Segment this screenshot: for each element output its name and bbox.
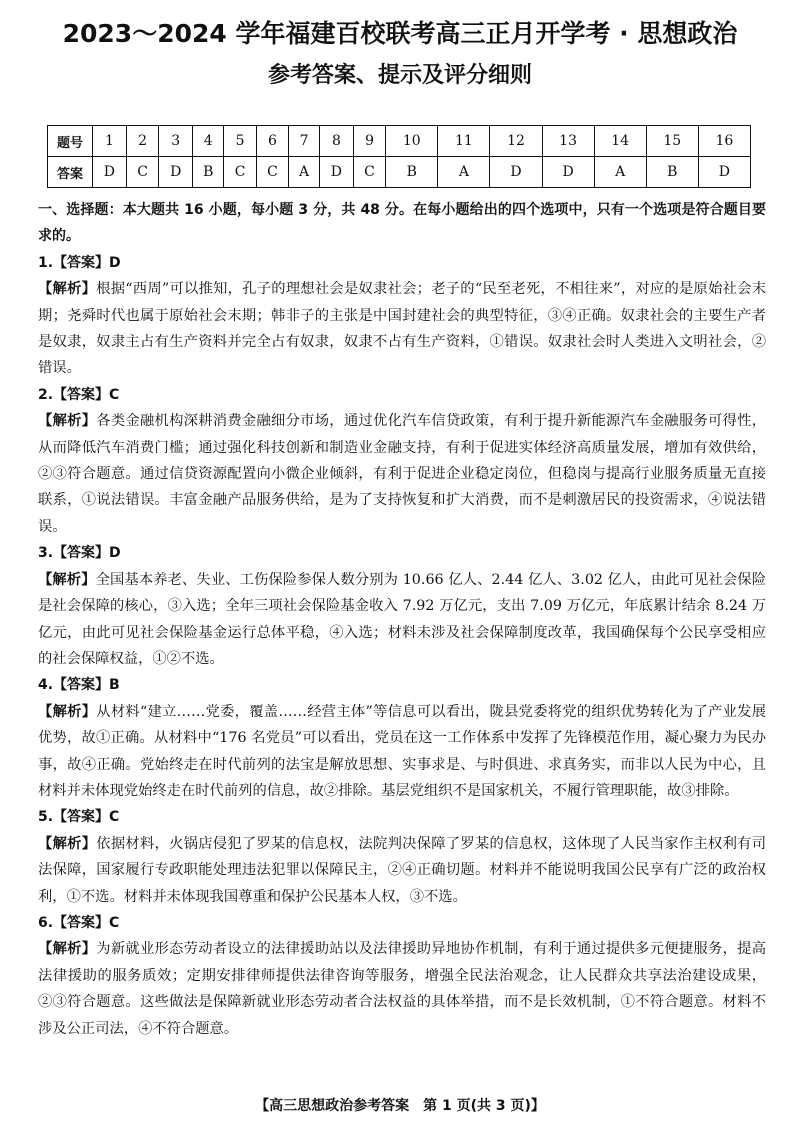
question-answer-head: 5.【答案】C xyxy=(38,809,120,826)
answer-table xyxy=(47,125,751,188)
question-number-cell: 6 xyxy=(256,126,288,157)
analysis-tag: 【解析】 xyxy=(38,941,97,958)
question-number-cell: 9 xyxy=(353,126,385,157)
question-analysis xyxy=(38,831,766,910)
answer-cell: C xyxy=(256,157,288,188)
page-subtitle: 参考答案、提示及评分细则 xyxy=(267,63,532,88)
answer-table-number-row xyxy=(48,126,751,157)
question-block xyxy=(38,250,766,382)
answer-cell: B xyxy=(193,157,224,188)
question-number-cell: 11 xyxy=(438,126,490,157)
answer-cell: D xyxy=(490,157,542,188)
answer-cell: D xyxy=(93,157,127,188)
question-analysis xyxy=(38,936,766,1042)
question-number-cell: 8 xyxy=(319,126,353,157)
question-number-cell: 4 xyxy=(193,126,224,157)
question-answer-head: 3.【答案】D xyxy=(38,545,121,562)
question-block xyxy=(38,910,766,1042)
answer-cell: C xyxy=(224,157,256,188)
analysis-text: 依据材料，火锅店侵犯了罗某的信息权，法院判决保障了罗某的信息权，这体现了人民当家作主权利有司法保障，国家履行专政职能处理违法犯罪以保障民主，②④正确切题。材料并不能说明我国公民享有广泛的政治权利，①不选。材料并未体现我国尊重和保护公民基本人权，③不选。 xyxy=(38,835,766,905)
question-analysis xyxy=(38,567,766,673)
question-block xyxy=(38,672,766,804)
row-label-answer: 答案 xyxy=(48,157,93,188)
question-number-cell: 12 xyxy=(490,126,542,157)
question-number-cell: 7 xyxy=(289,126,320,157)
question-number-cell: 10 xyxy=(386,126,438,157)
answer-cell: D xyxy=(319,157,353,188)
question-number-cell: 14 xyxy=(594,126,646,157)
answer-table-answer-row xyxy=(48,157,751,188)
answer-cell: A xyxy=(438,157,490,188)
question-answer-head: 6.【答案】C xyxy=(38,914,120,931)
question-number-cell: 5 xyxy=(224,126,256,157)
question-number-cell: 3 xyxy=(159,126,193,157)
question-answer-head: 4.【答案】B xyxy=(38,677,120,694)
answer-cell: B xyxy=(386,157,438,188)
analysis-text: 从材料“建立……党委，覆盖……经营主体”等信息可以看出，陇县党委将党的组织优势转化为了产业发展优势，故①正确。从材料中“176 名党员”可以看出，党员在这一工作体系中发挥了先锋模范作用，凝心聚力为民办事，故④正确。党始终走在时代前列的法宝是解放思想、实事求是、与时俱进、求真务实，而非以人民为中心，且材料并未体现党始终走在时代前列的信息，故②排除。基层党组织不是国家机关，不履行管理职能，故③排除。 xyxy=(38,703,766,799)
question-analysis xyxy=(38,699,766,805)
answer-cell: D xyxy=(159,157,193,188)
answer-cell: A xyxy=(289,157,320,188)
question-block xyxy=(38,540,766,672)
analysis-text: 为新就业形态劳动者设立的法律援助站以及法律援助异地协作机制，有利于通过提供多元便捷服务，提高法律援助的服务质效；定期安排律师提供法律咨询等服务，增强全民法治观念，让人民群众共享法治建设成果，②③符合题意。这些做法是保障新就业形态劳动者合法权益的具体举措，而不是长效机制，①不符合题意。材料不涉及公正司法，④不符合题意。 xyxy=(38,941,766,1037)
analysis-tag: 【解析】 xyxy=(38,281,97,298)
question-number-cell: 2 xyxy=(126,126,158,157)
page-title: 2023～2024 学年福建百校联考高三正月开学考 · 思想政治 xyxy=(62,19,738,48)
question-analysis xyxy=(38,408,766,540)
analysis-tag: 【解析】 xyxy=(38,703,97,720)
question-number-cell: 16 xyxy=(698,126,750,157)
answer-cell: C xyxy=(353,157,385,188)
answer-cell: A xyxy=(594,157,646,188)
analysis-text: 各类金融机构深耕消费金融细分市场，通过优化汽车信贷政策，有利于提升新能源汽车金融服务可得性，从而降低汽车消费门槛；通过强化科技创新和制造业金融支持，有利于促进实体经济高质量发展，增加有效供给，②③符合题意。通过信贷资源配置向小微企业倾斜，有利于促进企业稳定岗位，但稳岗与提高行业服务质量无直接联系，①说法错误。丰富金融产品服务供给，是为了支持恢复和扩大消费，而不是刺激居民的投资需求，④说法错误。 xyxy=(38,413,766,535)
answer-cell: D xyxy=(542,157,594,188)
analysis-tag: 【解析】 xyxy=(38,413,97,430)
question-block xyxy=(38,804,766,910)
page-footer: 【高三思想政治参考答案 第 1 页(共 3 页)】 xyxy=(255,1098,545,1114)
question-answer-head: 2.【答案】C xyxy=(38,386,120,403)
question-block xyxy=(38,382,766,540)
question-number-cell: 13 xyxy=(542,126,594,157)
answer-cell: C xyxy=(126,157,158,188)
question-analysis xyxy=(38,276,766,382)
question-number-cell: 15 xyxy=(646,126,698,157)
analysis-tag: 【解析】 xyxy=(38,835,97,852)
question-answer-head: 1.【答案】D xyxy=(38,254,121,271)
analysis-text: 全国基本养老、失业、工伤保险参保人数分别为 10.66 亿人、2.44 亿人、3.02 亿人，由此可见社会保险是社会保障的核心，③入选；全年三项社会保险基金收入 7.92 万亿元，支出 7.09 万亿元，年底累计结余 8.24 万亿元，由此可见社会保险基金运行总体平稳，④入选；材料未涉及社会保障制度改革，我国确保每个公民享受相应的社会保障权益，①②不选。 xyxy=(38,571,766,667)
analysis-tag: 【解析】 xyxy=(38,571,96,588)
section-heading: 一、选择题：本大题共 16 小题，每小题 3 分，共 48 分。在每小题给出的四个选项中，只有一个选项是符合题目要求的。 xyxy=(38,202,766,245)
question-number-cell: 1 xyxy=(93,126,127,157)
answer-explanations xyxy=(38,197,766,1042)
row-label-number: 题号 xyxy=(48,126,93,157)
answer-cell: D xyxy=(698,157,750,188)
answer-cell: B xyxy=(646,157,698,188)
analysis-text: 根据“西周”可以推知，孔子的理想社会是奴隶社会；老子的“民至老死，不相往来”，对应的是原始社会末期；尧舜时代也属于原始社会末期；韩非子的主张是中国封建社会的典型特征，③④正确。奴隶社会的主要生产者是奴隶，奴隶主占有生产资料并完全占有奴隶，奴隶不占有生产资料，①错误。奴隶社会时人类进入文明社会，②错误。 xyxy=(38,281,766,377)
